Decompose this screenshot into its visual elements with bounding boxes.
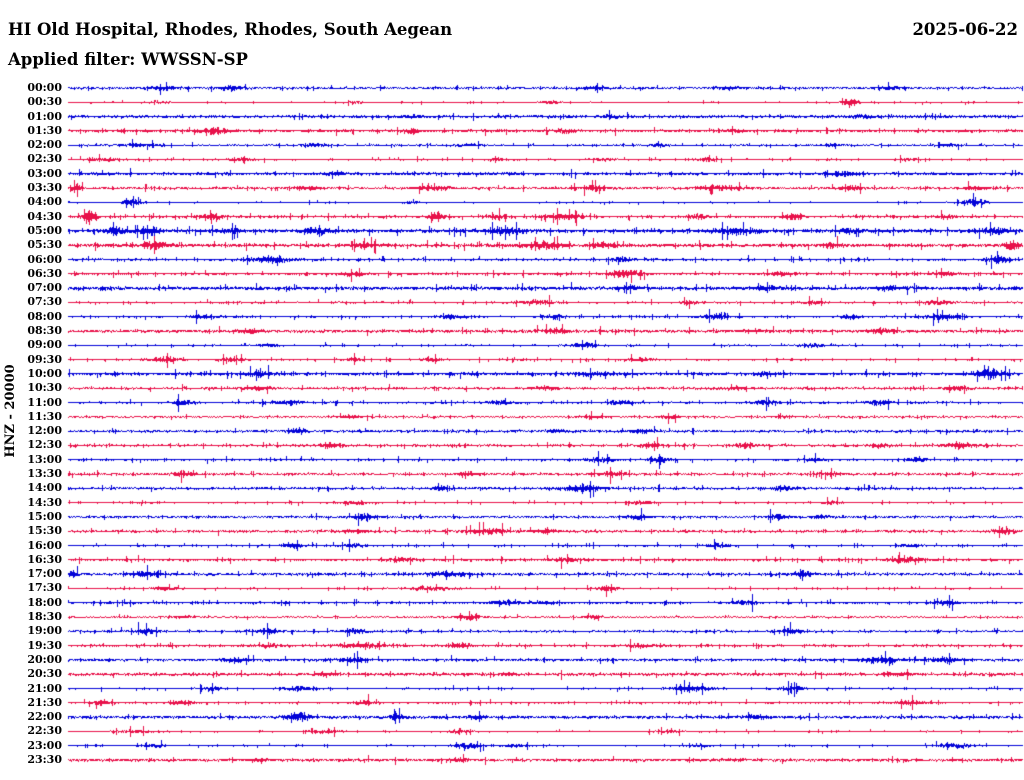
time-label: 17:30 — [27, 581, 62, 595]
time-label: 02:30 — [27, 152, 62, 166]
time-label: 06:30 — [27, 266, 62, 280]
time-label: 12:30 — [27, 438, 62, 452]
time-labels-column — [0, 0, 62, 780]
time-label: 14:30 — [27, 495, 62, 509]
time-label: 16:30 — [27, 552, 62, 566]
time-label: 03:30 — [27, 181, 62, 195]
time-label: 01:00 — [27, 109, 62, 123]
applied-filter-label: Applied filter: WWSSN-SP — [8, 50, 248, 69]
time-label: 10:00 — [27, 366, 62, 380]
time-label: 00:30 — [27, 95, 62, 109]
time-label: 06:00 — [27, 252, 62, 266]
time-label: 05:00 — [27, 223, 62, 237]
time-label: 15:30 — [27, 524, 62, 538]
time-label: 22:30 — [27, 724, 62, 738]
time-label: 02:00 — [27, 138, 62, 152]
time-label: 12:00 — [27, 424, 62, 438]
time-label: 10:30 — [27, 381, 62, 395]
date-label: 2025-06-22 — [912, 20, 1018, 39]
time-label: 18:30 — [27, 610, 62, 624]
time-label: 23:30 — [27, 753, 62, 766]
time-label: 04:30 — [27, 209, 62, 223]
time-label: 16:00 — [27, 538, 62, 552]
time-label: 23:00 — [27, 738, 62, 752]
time-label: 08:00 — [27, 309, 62, 323]
time-label: 21:00 — [27, 681, 62, 695]
time-label: 11:30 — [27, 409, 62, 423]
time-label: 14:00 — [27, 481, 62, 495]
time-label: 19:00 — [27, 624, 62, 638]
time-label: 11:00 — [27, 395, 62, 409]
time-label: 07:30 — [27, 295, 62, 309]
time-label: 09:00 — [27, 338, 62, 352]
time-label: 05:30 — [27, 238, 62, 252]
time-label: 08:30 — [27, 324, 62, 338]
time-label: 04:00 — [27, 195, 62, 209]
time-label: 13:30 — [27, 467, 62, 481]
time-label: 00:00 — [27, 81, 62, 94]
time-label: 09:30 — [27, 352, 62, 366]
time-label: 20:00 — [27, 652, 62, 666]
channel-axis-label: HNZ - 20000 — [3, 364, 18, 458]
time-label: 15:00 — [27, 509, 62, 523]
time-label: 22:00 — [27, 710, 62, 724]
time-label: 13:00 — [27, 452, 62, 466]
time-label: 19:30 — [27, 638, 62, 652]
time-label: 17:00 — [27, 567, 62, 581]
time-label: 21:30 — [27, 695, 62, 709]
time-label: 20:30 — [27, 667, 62, 681]
time-label: 18:00 — [27, 595, 62, 609]
time-label: 03:00 — [27, 166, 62, 180]
time-label: 07:00 — [27, 281, 62, 295]
time-label: 01:30 — [27, 123, 62, 137]
station-title: HI Old Hospital, Rhodes, Rhodes, South Aegean — [8, 20, 453, 39]
